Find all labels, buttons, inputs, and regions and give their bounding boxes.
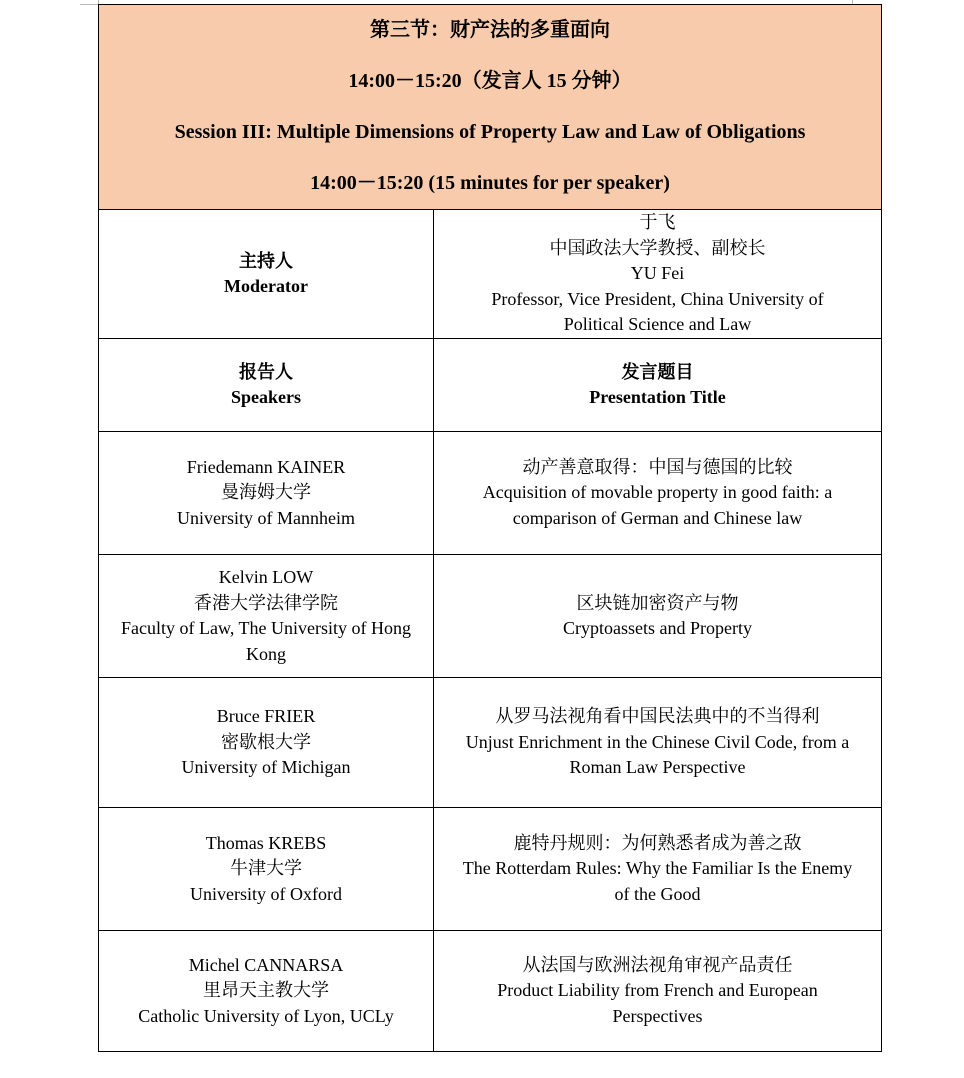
speaker-name: Kelvin LOW bbox=[218, 567, 314, 587]
session-header bbox=[99, 5, 882, 210]
moderator-role-en-2: Political Science and Law bbox=[563, 314, 752, 335]
topic-zh: 动产善意取得：中国与德国的比较 bbox=[522, 456, 793, 477]
speaker-cell bbox=[99, 808, 434, 931]
topic-en: Cryptoassets and Property bbox=[563, 618, 752, 638]
topic-en-line-2: Perspectives bbox=[612, 1005, 703, 1026]
topic-cell bbox=[434, 808, 882, 931]
session-header-row bbox=[99, 5, 882, 210]
table-row bbox=[99, 931, 882, 1052]
topic-en-line-1: Acquisition of movable property in good faith: a bbox=[482, 482, 833, 503]
speaker-cell bbox=[99, 432, 434, 555]
moderator-label-zh: 主持人 bbox=[239, 250, 293, 271]
topic-en-line-1: Product Liability from French and European bbox=[497, 980, 818, 1001]
topic-zh: 从罗马法视角看中国民法典中的不当得利 bbox=[495, 706, 820, 727]
table-row bbox=[99, 678, 882, 808]
topic-cell bbox=[434, 555, 882, 678]
topic-cell bbox=[434, 678, 882, 808]
moderator-role-en-1: Professor, Vice President, China University of bbox=[491, 288, 824, 309]
table-row bbox=[99, 808, 882, 931]
title-header-cell bbox=[434, 339, 882, 432]
speakers-header-en: Speakers bbox=[230, 387, 301, 407]
speakers-header-zh: 报告人 bbox=[239, 361, 293, 382]
speaker-name: Bruce FRIER bbox=[216, 706, 316, 727]
topic-cell bbox=[434, 432, 882, 555]
session-title-zh: 第三节：财产法的多重面向 bbox=[370, 19, 610, 41]
speaker-affiliation-en: University of Oxford bbox=[190, 883, 342, 904]
session-time-en: 14:00－15:20 (15 minutes for per speaker) bbox=[310, 172, 670, 194]
moderator-info-cell bbox=[434, 210, 882, 339]
table-row bbox=[99, 555, 882, 678]
speaker-affiliation-en: University of Michigan bbox=[181, 757, 351, 778]
topic-en-line-1: The Rotterdam Rules: Why the Familiar Is the Enemy bbox=[462, 858, 853, 879]
moderator-name-zh: 于飞 bbox=[639, 212, 676, 233]
moderator-name-en: YU Fei bbox=[630, 263, 685, 284]
speaker-affiliation-en: University of Mannheim bbox=[177, 507, 355, 528]
moderator-role-zh: 中国政法大学教授、副校长 bbox=[549, 237, 766, 258]
topic-en-line-2: of the Good bbox=[614, 883, 701, 904]
speaker-affiliation-en-line-1: Faculty of Law, The University of Hong bbox=[121, 618, 411, 638]
speaker-affiliation-zh: 曼海姆大学 bbox=[221, 482, 311, 503]
table-row bbox=[99, 432, 882, 555]
session-title-en: Session III: Multiple Dimensions of Property Law and Law of Obligations bbox=[174, 121, 806, 143]
moderator-label-en: Moderator bbox=[224, 276, 308, 296]
speaker-name: Friedemann KAINER bbox=[186, 456, 346, 477]
speaker-name: Michel CANNARSA bbox=[188, 954, 344, 975]
speaker-cell bbox=[99, 931, 434, 1052]
topic-en-line-2: comparison of German and Chinese law bbox=[512, 507, 803, 528]
speaker-affiliation-zh: 香港大学法律学院 bbox=[194, 592, 338, 613]
topic-zh: 区块链加密资产与物 bbox=[576, 592, 739, 613]
speaker-affiliation-en: Catholic University of Lyon, UCLy bbox=[138, 1005, 394, 1026]
speaker-cell bbox=[99, 678, 434, 808]
speaker-affiliation-en-line-2: Kong bbox=[246, 643, 286, 664]
column-header-row bbox=[99, 339, 882, 432]
speaker-affiliation-zh: 牛津大学 bbox=[230, 858, 302, 879]
topic-zh: 鹿特丹规则：为何熟悉者成为善之敌 bbox=[513, 832, 802, 853]
topic-en-line-1: Unjust Enrichment in the Chinese Civil Code, from a bbox=[465, 731, 850, 752]
speaker-cell bbox=[99, 555, 434, 678]
page-corner-mark-left bbox=[80, 0, 99, 5]
topic-en-line-2: Roman Law Perspective bbox=[569, 757, 746, 778]
moderator-row bbox=[99, 210, 882, 339]
speaker-name: Thomas KREBS bbox=[205, 832, 327, 853]
moderator-label-cell bbox=[99, 210, 434, 339]
speakers-header-cell bbox=[99, 339, 434, 432]
speaker-affiliation-zh: 里昂天主教大学 bbox=[203, 980, 329, 1001]
session-table bbox=[98, 4, 882, 1052]
title-header-en: Presentation Title bbox=[589, 387, 726, 407]
topic-cell bbox=[434, 931, 882, 1052]
session-time-zh: 14:00－15:20（发言人 15 分钟） bbox=[348, 70, 632, 92]
topic-zh: 从法国与欧洲法视角审视产品责任 bbox=[522, 954, 793, 975]
title-header-zh: 发言题目 bbox=[621, 361, 694, 382]
speaker-affiliation-zh: 密歇根大学 bbox=[221, 731, 311, 752]
